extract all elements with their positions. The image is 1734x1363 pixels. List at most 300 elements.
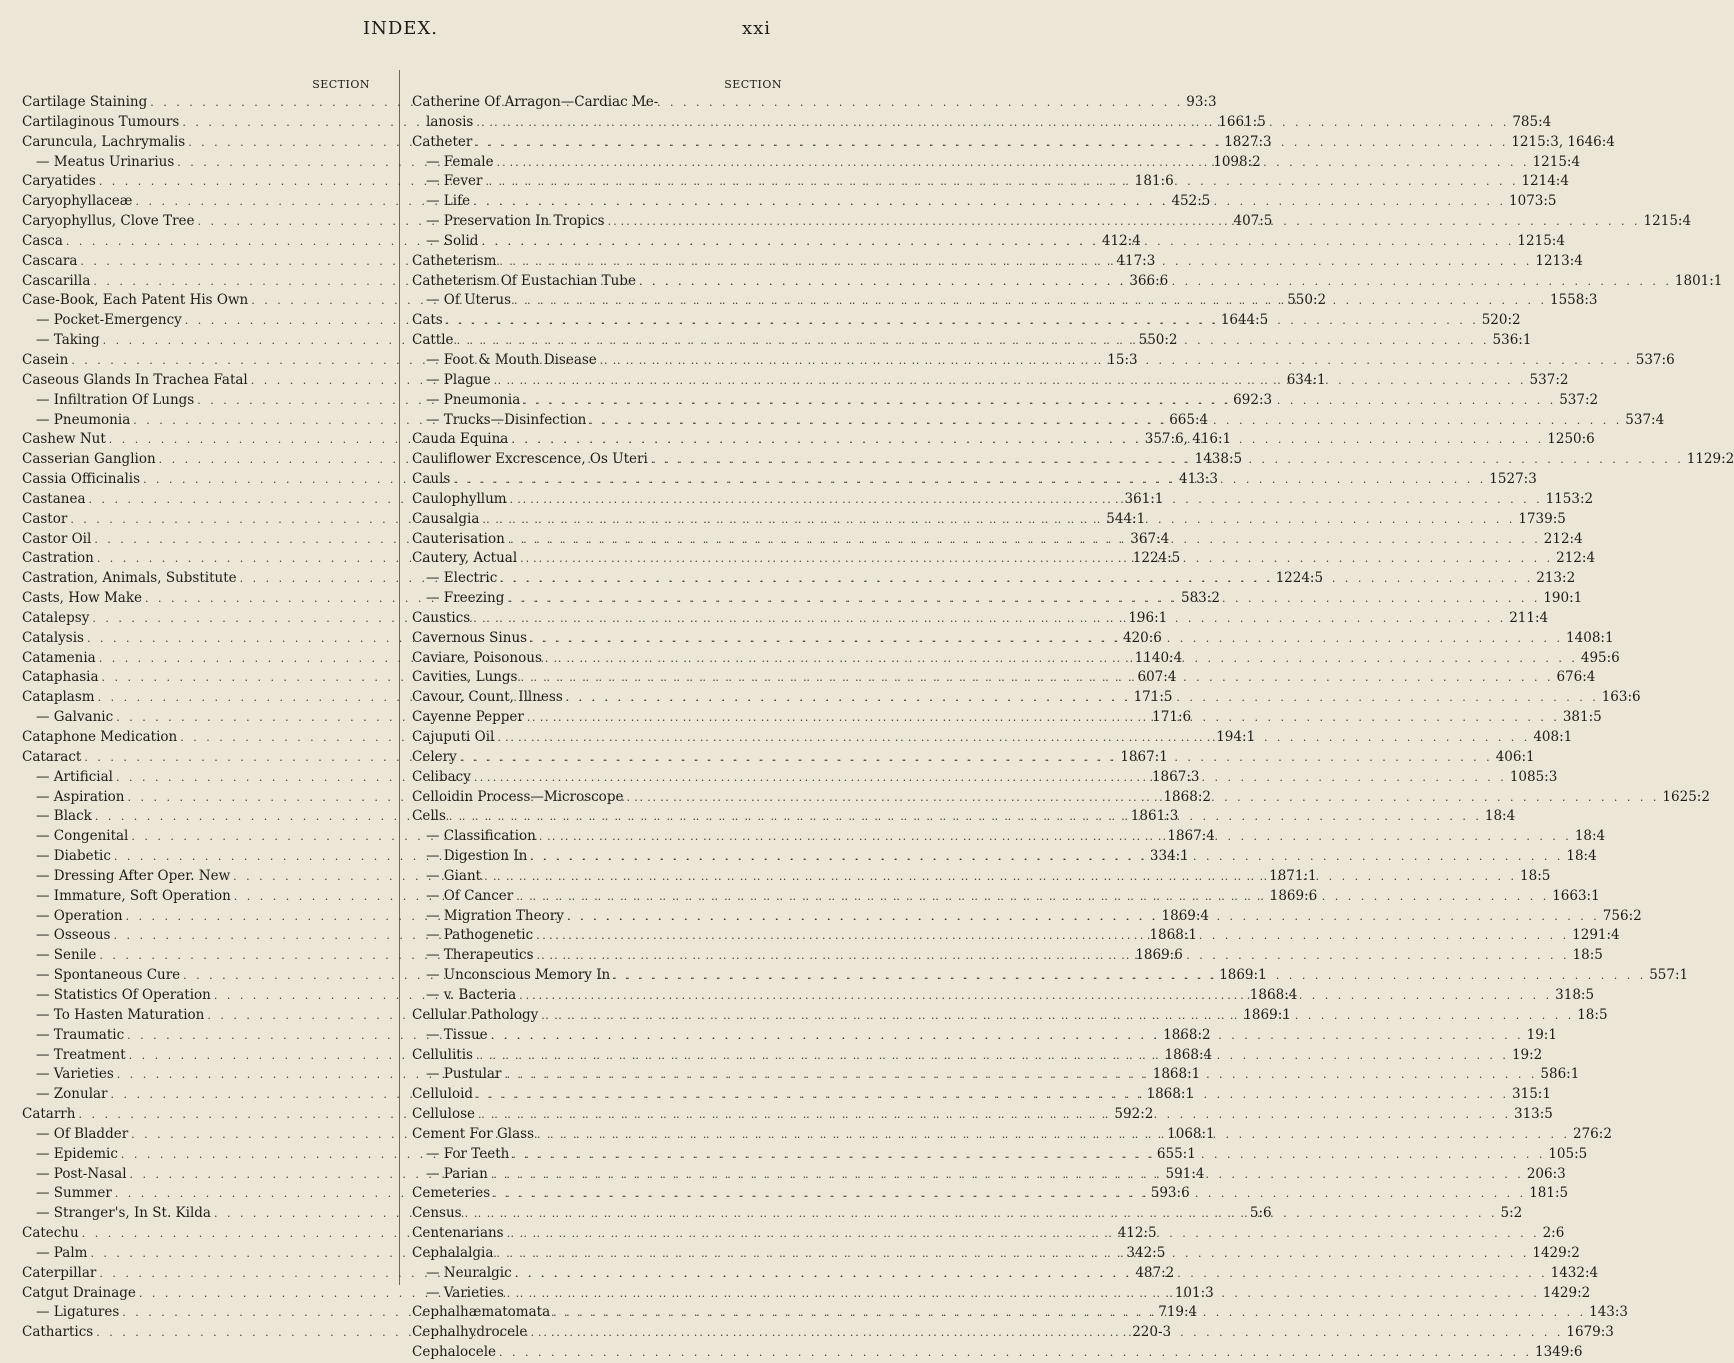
index-term: — Statistics Of Operation	[36, 986, 211, 1003]
section-reference: 163:6	[1601, 689, 1641, 706]
section-reference: 334:1	[1149, 848, 1189, 865]
index-term: — Diabetic	[36, 848, 111, 865]
index-term: — Congenital	[36, 828, 129, 845]
index-term: Cataphasia	[22, 669, 99, 686]
dot-leader	[610, 966, 1649, 986]
dot-leader	[518, 668, 1557, 688]
index-term: — Epidemic	[36, 1145, 118, 1162]
dot-leader	[636, 272, 1675, 292]
index-term: — Infiltration Of Lungs	[36, 391, 195, 408]
section-reference: 1140:4	[1134, 649, 1183, 666]
section-reference: 408:1	[1533, 729, 1573, 745]
section-reference: 190:1	[1543, 590, 1583, 607]
index-term: Caviare, Poisonous	[412, 649, 542, 666]
index-term: — Pathogenetic	[426, 927, 534, 944]
section-reference: 318:5	[1555, 986, 1595, 1003]
section-reference: 1408:1	[1566, 629, 1614, 646]
index-term: Cathartics	[22, 1324, 94, 1341]
section-reference: 1868:1	[1149, 927, 1197, 944]
section-reference: 665:4	[1169, 411, 1209, 428]
section-reference: 1869:1	[1243, 1006, 1291, 1023]
dot-leader	[472, 133, 1511, 153]
index-term: Caustics	[412, 609, 471, 626]
dot-leader	[493, 1244, 1532, 1264]
index-term: Cascara	[22, 252, 78, 269]
dot-leader	[501, 1065, 1540, 1085]
section-reference: 1215:4	[1643, 213, 1692, 230]
index-term: — Treatment	[36, 1046, 126, 1063]
index-term: — Parian	[426, 1165, 488, 1182]
dot-leader	[470, 609, 1509, 629]
index-term: Cataplasm	[22, 689, 95, 706]
index-term: — Summer	[36, 1185, 112, 1202]
index-term: Catechu	[22, 1225, 79, 1242]
section-reference: 537:4	[1625, 411, 1665, 428]
dot-leader	[488, 1026, 1527, 1046]
dot-leader	[496, 252, 1535, 272]
index-term: Cartilage Staining	[22, 94, 148, 110]
dot-leader	[462, 1204, 1501, 1224]
index-term: lanosis	[426, 113, 474, 130]
index-term: Cephalhæmatomata	[412, 1304, 551, 1321]
section-reference: 1429:2	[1532, 1244, 1580, 1261]
index-term: Caruncula, Lachrymalis	[22, 133, 186, 150]
index-term: Castration, Animals, Substitute	[22, 570, 237, 587]
index-term: — Foot & Mouth Disease	[426, 351, 597, 368]
index-term: — Pneumonia	[426, 391, 521, 408]
dot-leader	[475, 1105, 1514, 1125]
index-term: Celloidin Process—Microscope	[412, 788, 624, 805]
index-term: — Female	[426, 153, 494, 170]
section-reference: 5:6	[1249, 1205, 1272, 1222]
section-reference: 586:1	[1540, 1066, 1580, 1083]
index-term: Cavernous Sinus	[412, 629, 528, 646]
section-reference: 143:3	[1589, 1304, 1629, 1321]
index-term: — Plague	[426, 371, 491, 388]
dot-leader	[623, 788, 1662, 808]
section-reference: 2:6	[1542, 1225, 1565, 1242]
section-reference: 593:6	[1150, 1185, 1190, 1202]
index-term: Cemeteries	[412, 1185, 491, 1202]
index-term: Catalysis	[22, 629, 84, 646]
section-reference: 1291:4	[1572, 927, 1620, 944]
section-reference: 101:3	[1174, 1284, 1214, 1301]
index-term: — Migration Theory	[426, 907, 564, 924]
dot-leader	[507, 490, 1546, 510]
section-reference: 1869:1	[1219, 967, 1267, 984]
index-term: — Post-Nasal	[36, 1165, 127, 1182]
section-reference: 487:2	[1135, 1264, 1175, 1281]
section-reference: 557:1	[1649, 967, 1689, 984]
dot-leader	[534, 946, 1573, 966]
section-reference: 1224:5	[1132, 550, 1181, 567]
dot-leader	[542, 649, 1581, 669]
section-reference: 591:4	[1165, 1165, 1205, 1182]
section-reference: 1073:5	[1509, 193, 1557, 210]
index-term: Cashew Nut	[22, 431, 106, 448]
dot-leader	[479, 510, 1518, 530]
index-term: — Pneumonia	[36, 411, 131, 428]
dot-leader	[473, 113, 1512, 133]
section-reference: 1801:1	[1674, 272, 1723, 289]
index-term: — Ligatures	[36, 1304, 120, 1321]
section-reference: 420:6	[1122, 629, 1162, 646]
dot-leader	[491, 371, 1530, 391]
section-reference: 1153:2	[1545, 490, 1594, 507]
index-term: Cassia Officinalis	[22, 471, 141, 488]
dot-leader	[520, 391, 1559, 411]
index-term: — Life	[426, 193, 471, 210]
index-term: Cauda Equina	[412, 431, 509, 448]
dot-leader	[509, 1145, 1548, 1165]
index-term: Cells	[412, 808, 446, 825]
section-reference: 452:5	[1171, 193, 1211, 210]
section-reference: 412:5	[1117, 1225, 1157, 1242]
section-reference: 313:5	[1513, 1106, 1553, 1123]
section-reference: 211:4	[1509, 609, 1549, 626]
index-term: Cephalhydrocele	[412, 1324, 528, 1341]
dot-leader	[482, 172, 1521, 192]
section-reference: 1558:3	[1549, 292, 1598, 309]
section-reference: 550:2	[1287, 292, 1327, 309]
index-term: — Stranger's, In St. Kilda	[36, 1205, 211, 1222]
dot-leader	[471, 768, 1510, 788]
section-reference: 1868:1	[1152, 1066, 1201, 1083]
dot-leader	[534, 1125, 1573, 1145]
section-reference: 550:2	[1138, 332, 1178, 349]
dot-leader	[504, 1224, 1543, 1244]
dot-leader	[564, 907, 1603, 927]
index-term: Cataract	[22, 748, 82, 765]
dot-leader	[527, 629, 1566, 649]
page-title: INDEX.	[363, 18, 438, 39]
page-number: xxi	[741, 18, 771, 39]
section-reference: 171:6	[1152, 709, 1192, 726]
index-term: Celery	[412, 748, 457, 765]
dot-leader	[494, 728, 1533, 748]
index-term: Catherine Of Arragon—Cardiac Me-	[412, 94, 659, 110]
dot-leader	[505, 530, 1544, 550]
index-term: Cayenne Pepper	[412, 709, 524, 726]
dot-leader	[538, 1006, 1577, 1026]
dot-leader	[497, 569, 1536, 589]
index-term: Catheterism	[412, 252, 497, 269]
index-term: — Preservation In Tropics	[426, 213, 605, 230]
index-term: — Therapeutics	[426, 947, 534, 964]
index-term: Castanea	[22, 490, 86, 507]
section-reference: 536:1	[1492, 332, 1532, 349]
section-reference: 196:1	[1128, 609, 1168, 626]
section-reference: 1527:3	[1489, 471, 1537, 488]
index-term: — Taking	[36, 332, 100, 349]
dot-leader	[473, 1085, 1512, 1105]
section-reference: 1215:4	[1517, 232, 1565, 249]
section-reference: 1871:1	[1269, 867, 1317, 884]
index-term: — Operation	[36, 907, 123, 924]
index-term: Causalgia	[412, 510, 480, 527]
section-reference: 785:4	[1512, 113, 1552, 130]
section-reference: 220-3	[1132, 1324, 1172, 1341]
section-reference: 367:4	[1130, 530, 1170, 547]
dot-leader	[454, 331, 1493, 351]
index-term: — Senile	[36, 947, 97, 964]
section-reference: 1644:5	[1220, 312, 1269, 329]
section-reference: 213:2	[1536, 570, 1576, 587]
section-reference: 412:4	[1101, 232, 1141, 249]
section-reference: 406:1	[1495, 748, 1535, 765]
index-term: Caryophyllaceæ	[22, 193, 133, 210]
index-term: — Neuralgic	[426, 1264, 512, 1281]
index-term: — Varieties	[426, 1284, 504, 1301]
dot-leader	[470, 192, 1509, 212]
index-term: Castor	[22, 510, 68, 527]
index-entry	[412, 1343, 1583, 1363]
index-term: — For Teeth	[426, 1145, 510, 1162]
dot-leader	[446, 807, 1485, 827]
dot-leader	[488, 1165, 1527, 1185]
index-term: Catheter	[412, 133, 473, 150]
section-reference: 407:5	[1233, 213, 1273, 230]
dot-leader	[563, 688, 1602, 708]
section-column-label: SECTION	[312, 78, 370, 91]
index-term: Casts, How Make	[22, 590, 143, 607]
section-reference: 1868:1	[1146, 1086, 1194, 1103]
index-term: Census	[412, 1205, 462, 1222]
dot-leader	[481, 867, 1520, 887]
index-term: Celibacy	[412, 768, 471, 785]
index-term: Cephalalgia	[412, 1244, 494, 1261]
index-term: Catgut Drainage	[22, 1284, 136, 1301]
dot-leader	[494, 153, 1533, 173]
dot-leader	[508, 430, 1547, 450]
section-reference: 692:3	[1233, 391, 1273, 408]
section-reference: 1867:4	[1167, 828, 1215, 845]
section-reference: 381:5	[1562, 709, 1602, 726]
index-term: Cajuputi Oil	[412, 729, 495, 745]
section-reference: 19:2	[1511, 1046, 1543, 1063]
section-reference: 634:1	[1286, 371, 1326, 388]
dot-leader	[504, 1284, 1543, 1304]
section-reference: 1861:3	[1130, 808, 1179, 825]
index-term: Cataphone Medication	[22, 729, 178, 745]
index-term: Case-Book, Each Patent His Own	[22, 292, 249, 309]
section-reference: 1215:3, 1646:4	[1511, 133, 1615, 150]
section-reference: 15:3	[1107, 351, 1138, 368]
section-reference: 1739:5	[1518, 510, 1566, 527]
index-term: Casserian Ganglion	[22, 451, 156, 468]
index-term: Cautery, Actual	[412, 550, 518, 567]
dot-leader	[527, 1323, 1566, 1343]
section-reference: 495:6	[1580, 649, 1620, 666]
section-reference: 719:4	[1158, 1304, 1198, 1321]
index-term: — Immature, Soft Operation	[36, 887, 231, 904]
dot-leader	[550, 1303, 1589, 1323]
index-term: Cavour, Count, Illness	[412, 689, 563, 706]
index-term: — Spontaneous Cure	[36, 967, 181, 984]
index-term: Cellulose	[412, 1106, 476, 1123]
index-term: — Tissue	[426, 1026, 488, 1043]
section-reference: 1215:4	[1532, 153, 1581, 170]
section-reference: 1438:5	[1194, 451, 1243, 468]
index-term: Cauterisation	[412, 530, 505, 547]
index-term: — Freezing	[426, 590, 505, 607]
dot-leader	[586, 411, 1625, 431]
dot-leader	[504, 589, 1543, 609]
index-term: Centenarians	[412, 1225, 504, 1242]
dot-leader	[512, 1264, 1551, 1284]
section-reference: 1867:3	[1151, 768, 1200, 785]
section-reference: 181:6	[1134, 173, 1174, 190]
index-term: — Trucks—Disinfection	[426, 411, 587, 428]
index-term: Cauliflower Excrescence, Os Uteri	[412, 451, 648, 468]
index-term: — Fever	[426, 173, 483, 190]
section-reference: 1663:1	[1552, 887, 1600, 904]
index-term: — Osseous	[36, 927, 111, 944]
dot-leader	[605, 212, 1644, 232]
section-reference: 1679:3	[1566, 1324, 1614, 1341]
index-term: — Digestion In	[426, 848, 528, 865]
section-reference: 756:2	[1602, 907, 1642, 924]
section-reference: 18:4	[1566, 848, 1597, 865]
index-term: — Galvanic	[36, 709, 114, 726]
index-term: Caterpillar	[22, 1264, 97, 1281]
index-term: Casca	[22, 232, 63, 249]
section-reference: 1068:1	[1167, 1125, 1215, 1142]
index-term: — Classification	[426, 828, 536, 845]
index-term: Cauls	[412, 471, 451, 488]
section-reference: 171:5	[1133, 689, 1173, 706]
index-term: — Meatus Urinarius	[36, 153, 175, 170]
section-reference: 194:1	[1216, 729, 1256, 745]
section-reference: 181:5	[1529, 1185, 1569, 1202]
index-term: — Of Bladder	[36, 1125, 129, 1142]
index-term: — Pocket-Emergency	[36, 312, 182, 329]
index-term: — Artificial	[36, 768, 113, 785]
section-reference: 607:4	[1137, 669, 1177, 686]
section-reference: 1224:5	[1275, 570, 1324, 587]
index-term: Caryophyllus, Clove Tree	[22, 213, 195, 230]
section-reference: 342:5	[1126, 1244, 1166, 1261]
dot-leader	[517, 549, 1556, 569]
index-term: — Aspiration	[36, 788, 125, 805]
section-reference: 655:1	[1156, 1145, 1196, 1162]
dot-leader	[473, 1046, 1512, 1066]
section-reference: 212:4	[1556, 550, 1596, 567]
index-term: Catalepsy	[22, 609, 90, 626]
index-term: Cellular Pathology	[412, 1006, 539, 1023]
section-reference: 212:4	[1543, 530, 1583, 547]
section-reference: 676:4	[1556, 669, 1596, 686]
index-term: Cats	[412, 312, 443, 329]
section-reference: 93:3	[1186, 94, 1217, 110]
section-reference: 18:5	[1577, 1006, 1608, 1023]
section-reference: 1869:6	[1269, 887, 1318, 904]
dot-leader	[443, 311, 1482, 331]
index-term: Catheterism Of Eustachian Tube	[412, 272, 636, 289]
section-reference: 361:1	[1124, 490, 1164, 507]
index-term: Catamenia	[22, 649, 96, 666]
index-term: — Palm	[36, 1244, 88, 1261]
section-reference: 544:1	[1106, 510, 1146, 527]
section-reference: 206:3	[1526, 1165, 1566, 1182]
index-term: Caulophyllum	[412, 490, 507, 507]
section-reference: 1867:1	[1120, 748, 1168, 765]
section-reference: 315:1	[1512, 1086, 1551, 1103]
section-reference: 357:6, 416:1	[1144, 431, 1232, 448]
section-reference: 1827:3	[1224, 133, 1272, 150]
dot-leader	[511, 291, 1550, 311]
index-term: — Black	[36, 808, 92, 825]
index-term: Cartilaginous Tumours	[22, 113, 180, 130]
dot-leader	[478, 232, 1517, 252]
section-reference: 5:2	[1500, 1205, 1523, 1222]
section-reference: 18:5	[1520, 867, 1551, 884]
section-reference: 417:3	[1116, 252, 1156, 269]
section-reference: 276:2	[1573, 1125, 1612, 1142]
section-reference: 1661:5	[1218, 113, 1266, 130]
dot-leader	[490, 1184, 1529, 1204]
index-term: — v. Bacteria	[426, 986, 517, 1003]
dot-leader	[527, 847, 1566, 867]
index-term: — Of Uterus	[426, 292, 512, 309]
index-term: Cavities, Lungs	[412, 669, 518, 686]
index-term: Celluloid	[412, 1086, 474, 1103]
index-term: Castration	[22, 550, 94, 567]
index-term: — Traumatic	[36, 1026, 125, 1043]
section-reference: 520:2	[1481, 312, 1521, 329]
section-reference: 583:2	[1181, 590, 1220, 607]
index-term: Catarrh	[22, 1106, 76, 1123]
section-reference: 366:6	[1129, 272, 1169, 289]
section-reference: 1868:4	[1164, 1046, 1213, 1063]
index-entry	[412, 93, 782, 113]
index-term: — Zonular	[36, 1086, 108, 1103]
section-reference: 592:2	[1114, 1106, 1154, 1123]
section-reference: 1429:2	[1542, 1284, 1591, 1301]
index-term: — Giant	[426, 867, 482, 884]
section-reference: 1098:2	[1213, 153, 1261, 170]
section-reference: 537:2	[1529, 371, 1569, 388]
index-term: — Of Cancer	[426, 887, 514, 904]
index-term: — Pustular	[426, 1066, 502, 1083]
page-header	[0, 18, 801, 58]
section-reference: 18:5	[1572, 947, 1603, 964]
index-term: Caryatides	[22, 173, 96, 190]
section-reference: 1349:6	[1534, 1344, 1583, 1361]
index-term: — Dressing After Oper. New	[36, 867, 231, 884]
section-reference: 1214:4	[1521, 173, 1569, 190]
section-column-label: SECTION	[724, 78, 782, 91]
section-reference: 18:4	[1484, 808, 1516, 825]
index-term: — To Hasten Maturation	[36, 1006, 205, 1023]
section-reference: 413:3	[1179, 471, 1218, 488]
index-term: — Unconscious Memory In	[426, 967, 611, 984]
dot-leader	[496, 1343, 1535, 1363]
section-reference: 1868:2	[1163, 788, 1211, 805]
dot-leader	[648, 450, 1687, 470]
index-term: Cellulitis	[412, 1046, 473, 1063]
index-term: — Varieties	[36, 1066, 114, 1083]
index-term: — Electric	[426, 570, 498, 587]
section-reference: 1869:6	[1135, 947, 1183, 964]
index-term: Cephalocele	[412, 1344, 497, 1361]
section-reference: 18:4	[1574, 828, 1606, 845]
index-term: Casein	[22, 351, 69, 368]
dot-leader	[597, 351, 1636, 371]
section-reference: 1868:2	[1163, 1026, 1211, 1043]
section-reference: 1625:2	[1662, 788, 1710, 805]
index-term: Cement For Glass	[412, 1125, 535, 1142]
